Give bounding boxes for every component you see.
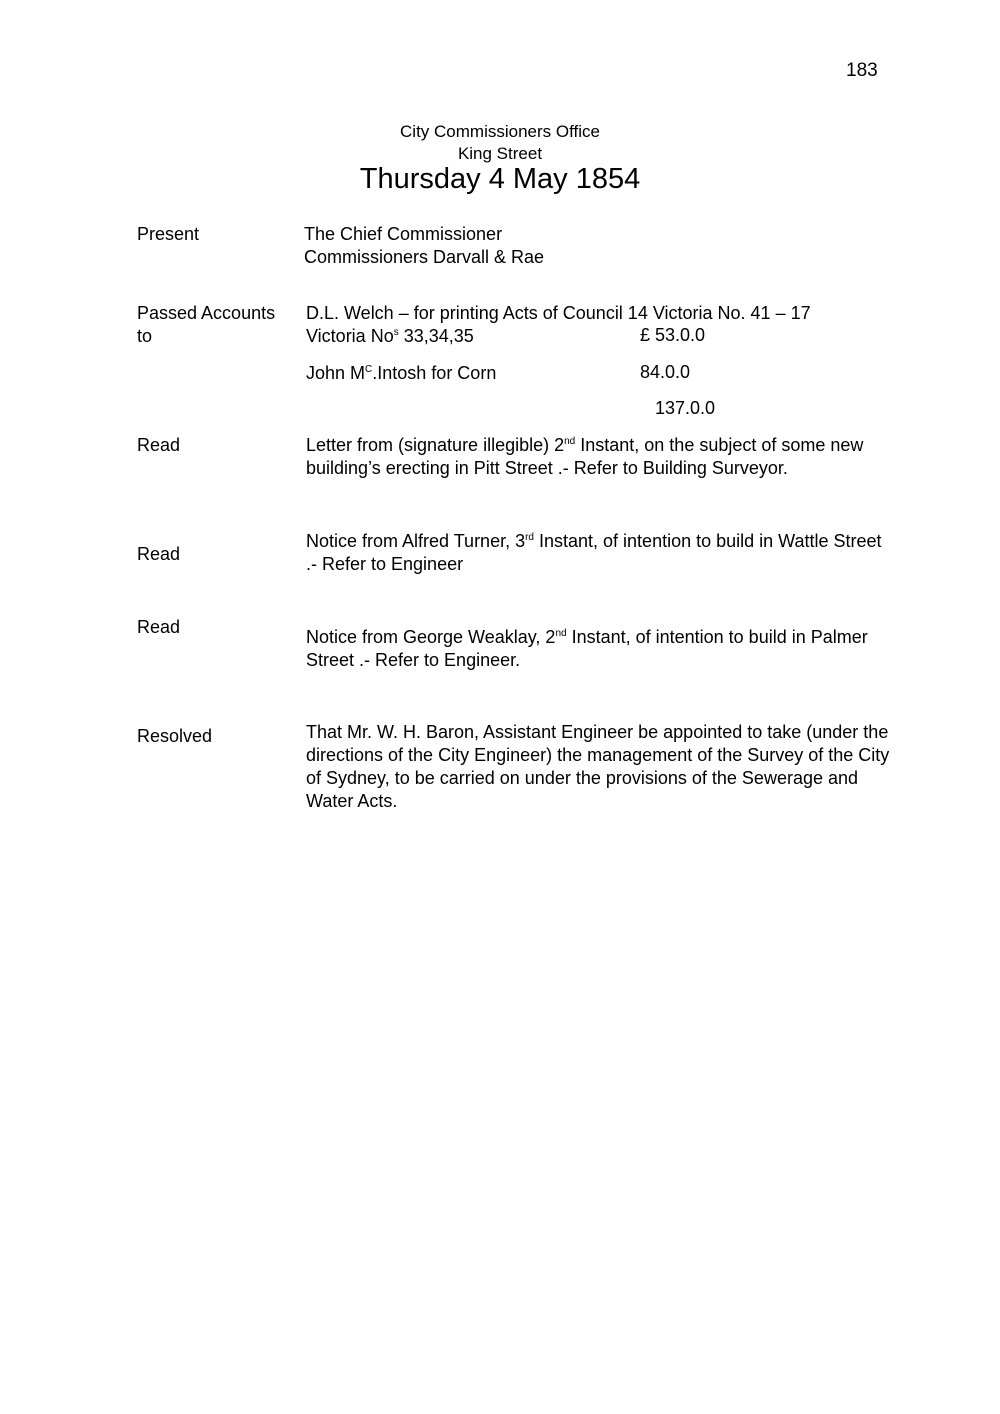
account-item-2 [306, 362, 896, 385]
account-item-1-line-1: D.L. Welch – for printing Acts of Council 14 Victoria No. 41 – 17 [306, 303, 811, 323]
read-label-2: Read [137, 544, 181, 564]
meeting-date: Thursday 4 May 1854 [359, 163, 641, 195]
present-line-1: The Chief Commissioner [304, 224, 503, 244]
account-item-1-line-2 [306, 325, 896, 348]
read-text-1 [306, 434, 896, 480]
read-text-2-sup: rd [525, 532, 534, 543]
office-name: City Commissioners Office [400, 122, 600, 141]
present-list [304, 223, 894, 269]
read-label-1: Read [137, 435, 181, 455]
read-text-1-pre: Letter from (signature illegible) 2 [306, 435, 565, 455]
read-text-1-post: Instant, on the subject of some new building’s erecting in Pitt Street .- Refer to Building Surveyor. [306, 435, 864, 478]
read-text-3-pre: Notice from George Weaklay, 2 [306, 627, 556, 647]
read-label-3: Read [137, 617, 181, 637]
accounts-label [137, 302, 297, 348]
present-line-2: Commissioners Darvall & Rae [304, 247, 545, 267]
accounts-label-line-2: to [137, 326, 153, 346]
account-item-1-amount: £ 53.0.0 [640, 325, 706, 345]
read-text-2 [306, 530, 896, 576]
read-text-2-pre: Notice from Alfred Turner, 3 [306, 531, 526, 551]
account-item-1 [306, 302, 896, 348]
present-label: Present [137, 224, 200, 244]
read-text-3 [306, 626, 896, 672]
account-item-1-sup: s [393, 327, 399, 338]
account-item-2-sup: C [365, 364, 373, 375]
account-item-1-line-2-post: 33,34,35 [398, 326, 474, 346]
read-text-3-sup: nd [555, 628, 567, 639]
read-text-2-post: Instant, of intention to build in Wattle Street .- Refer to Engineer [306, 531, 882, 574]
account-item-2-pre: John M [306, 363, 366, 383]
office-street: King Street [457, 144, 543, 163]
resolved-label: Resolved [137, 726, 213, 746]
read-text-1-sup: nd [564, 436, 576, 447]
accounts-label-line-1: Passed Accounts [137, 303, 276, 323]
account-item-2-amount: 84.0.0 [640, 362, 691, 382]
account-item-1-line-2-pre: Victoria No [306, 326, 394, 346]
resolved-text: That Mr. W. H. Baron, Assistant Engineer be appointed to take (under the directions of the City Engineer) the management of the Survey of the City of Sydney, to be carried on under the provisions of the Sewerage and Water Acts. [306, 722, 890, 811]
read-text-3-post: Instant, of intention to build in Palmer Street .- Refer to Engineer. [306, 627, 868, 670]
account-item-2-post: .Intosh for Corn [372, 363, 497, 383]
page-number: 183 [846, 60, 878, 81]
accounts-total: 137.0.0 [655, 398, 716, 418]
